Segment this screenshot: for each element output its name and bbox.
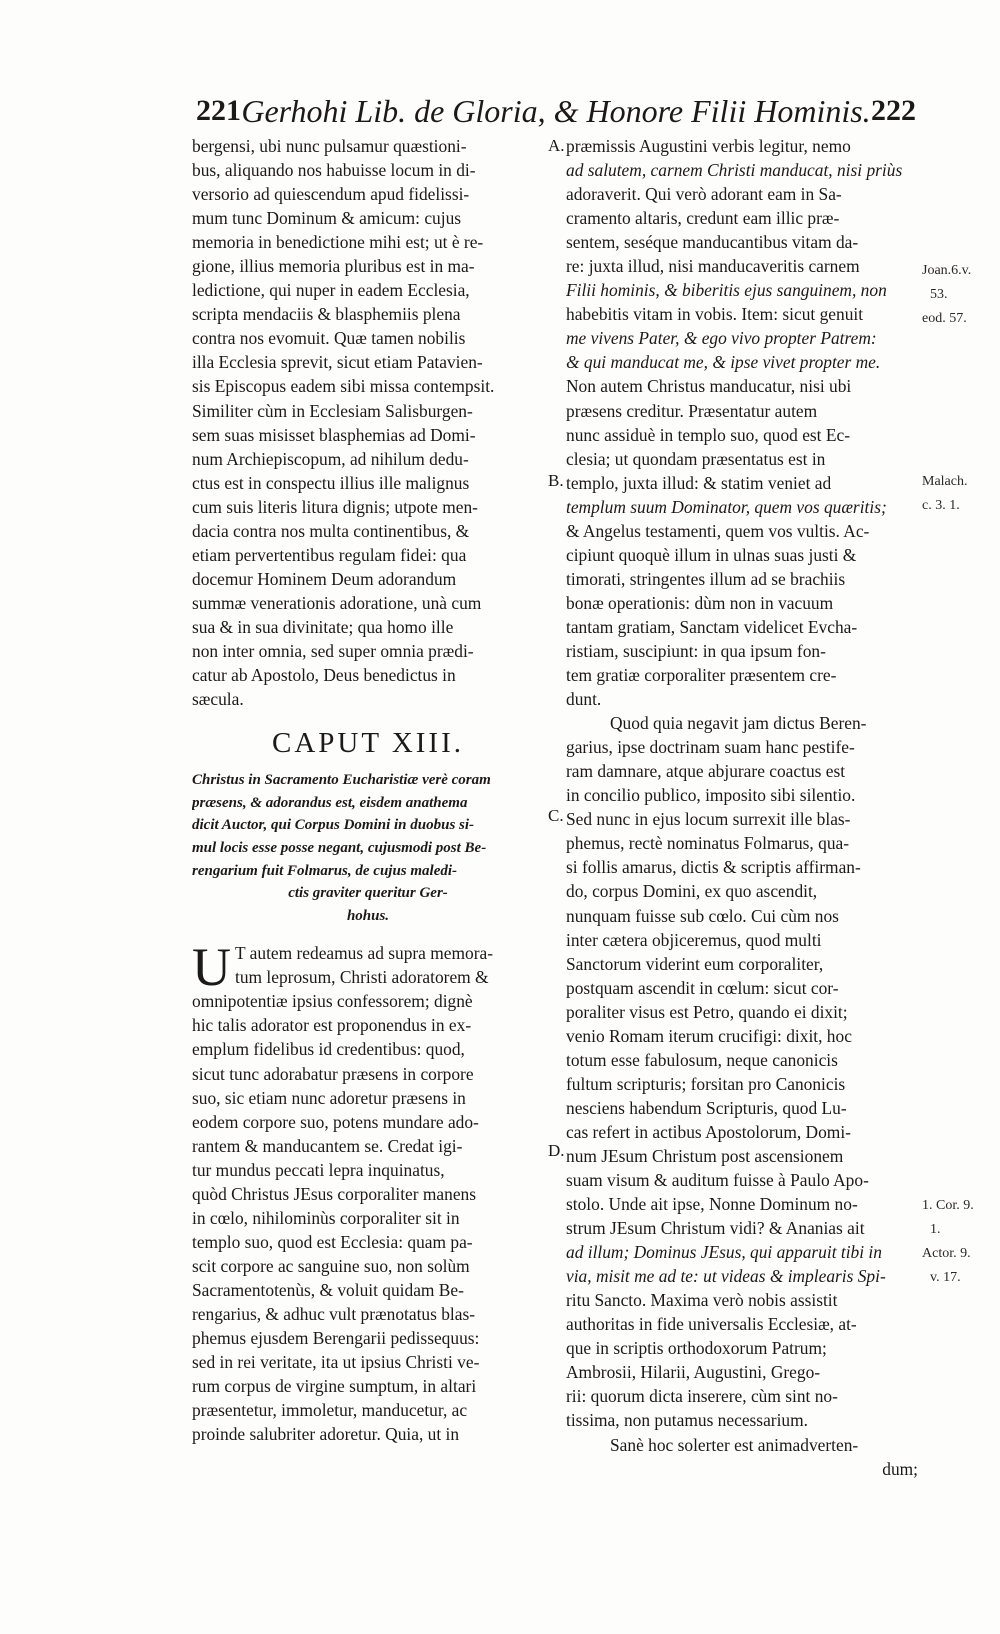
section-letter-b: B.	[548, 471, 564, 490]
text-line: tem gratiæ corporaliter præsentem cre-	[566, 665, 837, 686]
chapter-opening	[192, 937, 544, 998]
text-line: tum leprosum, Christi adoratorem &	[235, 967, 489, 988]
text-line: contra nos evomuit. Quæ tamen nobilis	[192, 328, 466, 349]
text-line: que in scriptis orthodoxorum Patrum;	[566, 1338, 827, 1359]
text-line: Sacramentotenùs, & voluit quidam Be-	[192, 1279, 464, 1300]
summary-line: dicit Auctor, qui Corpus Domini in duobus si-	[192, 817, 475, 834]
text-line: illa Ecclesia sprevit, sicut etiam Patavien-	[192, 352, 483, 373]
margin-note: 1. Cor. 9.	[922, 1198, 974, 1213]
text-line: tantam gratiam, Sanctam videlicet Evcha-	[566, 616, 858, 637]
text-line: Similiter cùm in Ecclesiam Salisburgen-	[192, 400, 473, 421]
text-line: in cœlo, nihilominùs corporaliter sit in	[192, 1207, 460, 1228]
text-line: mum tunc Dominum & amicum: cujus	[192, 208, 462, 229]
text-line: Sed nunc in ejus locum surrexit ille blas-	[566, 809, 851, 830]
text-line: do, corpus Domini, ex quo ascendit,	[566, 881, 818, 902]
text-line: templum suum Dominator, quem vos quæritis;	[566, 496, 887, 517]
text-line: ristiam, suscipiunt: in qua ipsum fon-	[566, 640, 826, 661]
margin-note: Joan.6.v.	[922, 263, 972, 278]
text-line: ad illum; Dominus JEsus, qui apparuit tibi in	[566, 1242, 882, 1263]
chapter-heading: CAPUT XIII.	[272, 727, 464, 760]
text-line: præmissis Augustini verbis legitur, nemo	[566, 136, 851, 156]
section-letter-d: D.	[548, 1141, 565, 1160]
text-line: phemus, rectè nominatus Folmarus, qua-	[566, 833, 850, 854]
text-line: tissima, non putamus necessarium.	[566, 1410, 808, 1431]
text-line: timorati, stringentes illum ad se brachiis	[566, 568, 846, 589]
text-line: in concilio publico, imposito sibi silentio.	[566, 785, 856, 806]
margin-note: Malach.	[922, 474, 968, 489]
text-line: bonæ operationis: dùm non in vacuum	[566, 592, 834, 613]
text-line: stolo. Unde ait ipse, Nonne Dominum no-	[566, 1194, 858, 1215]
text-line: ritu Sancto. Maxima verò nobis assistit	[566, 1290, 838, 1311]
running-header	[196, 88, 916, 134]
text-line: ad salutem, carnem Christi manducat, nisi priùs	[566, 160, 903, 181]
text-line: sed in rei veritate, ita ut ipsius Christi ve-	[192, 1352, 480, 1373]
text-line: fultum scripturis; forsitan pro Canonicis	[566, 1073, 846, 1094]
text-line: authoritas in fide universalis Ecclesiæ, at-	[566, 1314, 857, 1335]
text-line: Non autem Christus manducatur, nisi ubi	[566, 376, 852, 397]
text-line: Filii hominis, & biberitis ejus sanguinem, non	[566, 280, 887, 301]
text-line: emplum fidelibus id credentibus: quod,	[192, 1039, 465, 1060]
text-line: non inter omnia, sed super omnia prædi-	[192, 640, 474, 661]
text-line: Sanè hoc solerter est animadverten-	[610, 1434, 859, 1455]
left-column-bottom-text	[192, 989, 544, 1446]
text-line: catur ab Apostolo, Deus benedictus in	[192, 665, 456, 686]
margin-note: 1.	[930, 1222, 941, 1237]
text-line: garius, ipse doctrinam suam hanc pestife-	[566, 737, 855, 758]
text-line: cramento altaris, credunt eam illic præ-	[566, 208, 840, 229]
text-line: cum suis literis litura dignis; utpote men-	[192, 496, 478, 517]
text-line: sæcula.	[192, 689, 244, 710]
text-line: cas refert in actibus Apostolorum, Domi-	[566, 1121, 851, 1142]
text-line: inter cætera objiceremus, quod multi	[566, 929, 822, 950]
text-line: docemur Hominem Deum adorandum	[192, 568, 457, 589]
text-line: venio Romam iterum crucifigi: dixit, hoc	[566, 1025, 852, 1046]
text-line: templo, juxta illud: & statim veniet ad	[566, 472, 832, 493]
text-line: nunc assiduè in templo suo, quod est Ec-	[566, 424, 850, 445]
summary-line: præsens, & adorandus est, eisdem anathema	[192, 794, 468, 811]
text-line: etiam pervertentibus regulam fidei: qua	[192, 544, 467, 565]
text-line: rii: quorum dicta inserere, cùm sint no-	[566, 1386, 838, 1407]
drop-cap: U	[192, 937, 231, 998]
running-title: Gerhohi Lib. de Gloria, & Honore Filii Hominis.	[241, 93, 871, 129]
text-line: phemus ejusdem Berengarii pedissequus:	[192, 1328, 480, 1349]
summary-line: hohus.	[346, 907, 390, 924]
section-letter-c: C.	[548, 806, 564, 825]
text-line: re: juxta illud, nisi manducaveritis carnem	[566, 256, 860, 277]
text-line: sis Episcopus eadem sibi missa contempsit.	[192, 376, 495, 397]
text-line: eodem corpore suo, potens mundare ado-	[192, 1111, 479, 1132]
chapter-summary	[192, 769, 544, 927]
text-line: tur mundus peccati lepra inquinatus,	[192, 1159, 445, 1180]
text-line: dunt.	[566, 689, 602, 710]
text-line: rengarius, & adhuc vult prænotatus blas-	[192, 1303, 476, 1324]
text-line: T autem redeamus ad supra memora-	[235, 943, 494, 964]
text-line: proinde salubriter adoretur. Quia, ut in	[192, 1424, 460, 1445]
margin-note: v. 17.	[930, 1270, 961, 1285]
summary-line: mul locis esse posse negant, cujusmodi post Be-	[192, 839, 487, 856]
summary-line: rengarium fuit Folmarus, de cujus maledi-	[192, 862, 458, 879]
text-line: nunquam fuisse sub cœlo. Cui cùm nos	[566, 905, 839, 926]
text-line: hic talis adorator est proponendus in ex-	[192, 1015, 472, 1036]
text-line: scit corpore ac sanguine suo, non solùm	[192, 1255, 470, 1276]
text-line: via, misit me ad te: ut videas & implearis Spi-	[566, 1266, 886, 1287]
text-line: scripta mendaciis & blasphemiis plena	[192, 304, 461, 325]
text-line: suo, sic etiam nunc adoretur præsens in	[192, 1087, 466, 1108]
text-line: ram damnare, atque abjurare coactus est	[566, 761, 846, 782]
text-line: sua & in sua divinitate; qua homo ille	[192, 616, 454, 637]
text-line: & qui manducat me, & ipse vivet propter me.	[566, 352, 881, 373]
text-line: ledictione, qui nuper in eadem Ecclesia,	[192, 280, 470, 301]
text-line: versorio ad quiescendum apud fidelissi-	[192, 184, 470, 205]
text-line: quòd Christus JEsus corporaliter manens	[192, 1183, 477, 1204]
text-line: postquam ascendit in cœlum: sicut cor-	[566, 977, 839, 998]
left-column-top-text	[192, 134, 544, 711]
right-column	[566, 134, 918, 1481]
text-line: præsens creditur. Præsentatur autem	[566, 400, 818, 421]
text-line: sem suas misisset blasphemias ad Domi-	[192, 424, 476, 445]
text-line: totum esse fabulosum, neque canonicis	[566, 1049, 838, 1070]
text-line: me vivens Pater, & ego vivo propter Patrem:	[566, 328, 877, 349]
text-line: ctus est in conspectu illius ille malignus	[192, 472, 470, 493]
margin-note: 53.	[930, 287, 948, 302]
text-line: Quod quia negavit jam dictus Beren-	[610, 713, 867, 734]
text-line: omnipotentiæ ipsius confessorem; dignè	[192, 991, 473, 1012]
text-line: num Archiepiscopum, ad nihilum dedu-	[192, 448, 469, 469]
right-page-number: 222	[871, 94, 916, 127]
text-line: strum JEsum Christum vidi? & Ananias ait	[566, 1218, 865, 1239]
left-column	[192, 134, 544, 1446]
text-line: bergensi, ubi nunc pulsamur quæstioni-	[192, 136, 467, 156]
margin-note: Actor. 9.	[922, 1246, 971, 1261]
catchword: dum;	[882, 1458, 918, 1479]
margin-note: c. 3. 1.	[922, 498, 960, 513]
section-letter-a: A.	[548, 136, 565, 155]
summary-line: Christus in Sacramento Eucharistiæ verè coram	[192, 772, 491, 789]
text-line: & Angelus testamenti, quem vos vultis. Ac-	[566, 520, 870, 541]
text-line: gione, illius memoria pluribus est in ma-	[192, 256, 475, 277]
text-line: poraliter visus est Petro, quando ei dixit;	[566, 1001, 848, 1022]
text-line: memoria in benedictione mihi est; ut è re-	[192, 232, 484, 253]
text-line: rum corpus de virgine sumptum, in altari	[192, 1376, 477, 1397]
text-line: adoraverit. Qui verò adorant eam in Sa-	[566, 184, 842, 205]
left-page-number: 221	[196, 94, 241, 127]
text-line: summæ venerationis adoratione, unà cum	[192, 592, 482, 613]
text-line: sentem, seséque manducantibus vitam da-	[566, 232, 859, 253]
text-line: nesciens habendum Scripturis, quod Lu-	[566, 1097, 847, 1118]
text-line: habebitis vitam in vobis. Item: sicut genuit	[566, 304, 864, 325]
text-line: cipiunt quoquè illum in ulnas suas justi &	[566, 544, 857, 565]
summary-line: ctis graviter queritur Ger-	[288, 885, 448, 902]
text-line: clesia; ut quondam præsentatus est in	[566, 448, 826, 469]
text-line: Sanctorum viderint eum corporaliter,	[566, 953, 824, 974]
text-line: præsentetur, immoletur, manducetur, ac	[192, 1400, 468, 1421]
text-line: suam visum & auditum fuisse à Paulo Apo-	[566, 1170, 869, 1191]
text-line: Ambrosii, Hilarii, Augustini, Grego-	[566, 1362, 821, 1383]
text-line: si follis amarus, dictis & scriptis affirman-	[566, 857, 861, 878]
text-line: num JEsum Christum post ascensionem	[566, 1145, 844, 1166]
text-line: sicut tunc adorabatur præsens in corpore	[192, 1063, 474, 1084]
text-line: templo suo, quod est Ecclesia: quam pa-	[192, 1231, 473, 1252]
text-line: bus, aliquando nos habuisse locum in di-	[192, 160, 476, 181]
text-line: dacia contra nos multa continentibus, &	[192, 520, 470, 541]
text-line: rantem & manducantem se. Credat igi-	[192, 1135, 463, 1156]
margin-note: eod. 57.	[922, 311, 967, 326]
